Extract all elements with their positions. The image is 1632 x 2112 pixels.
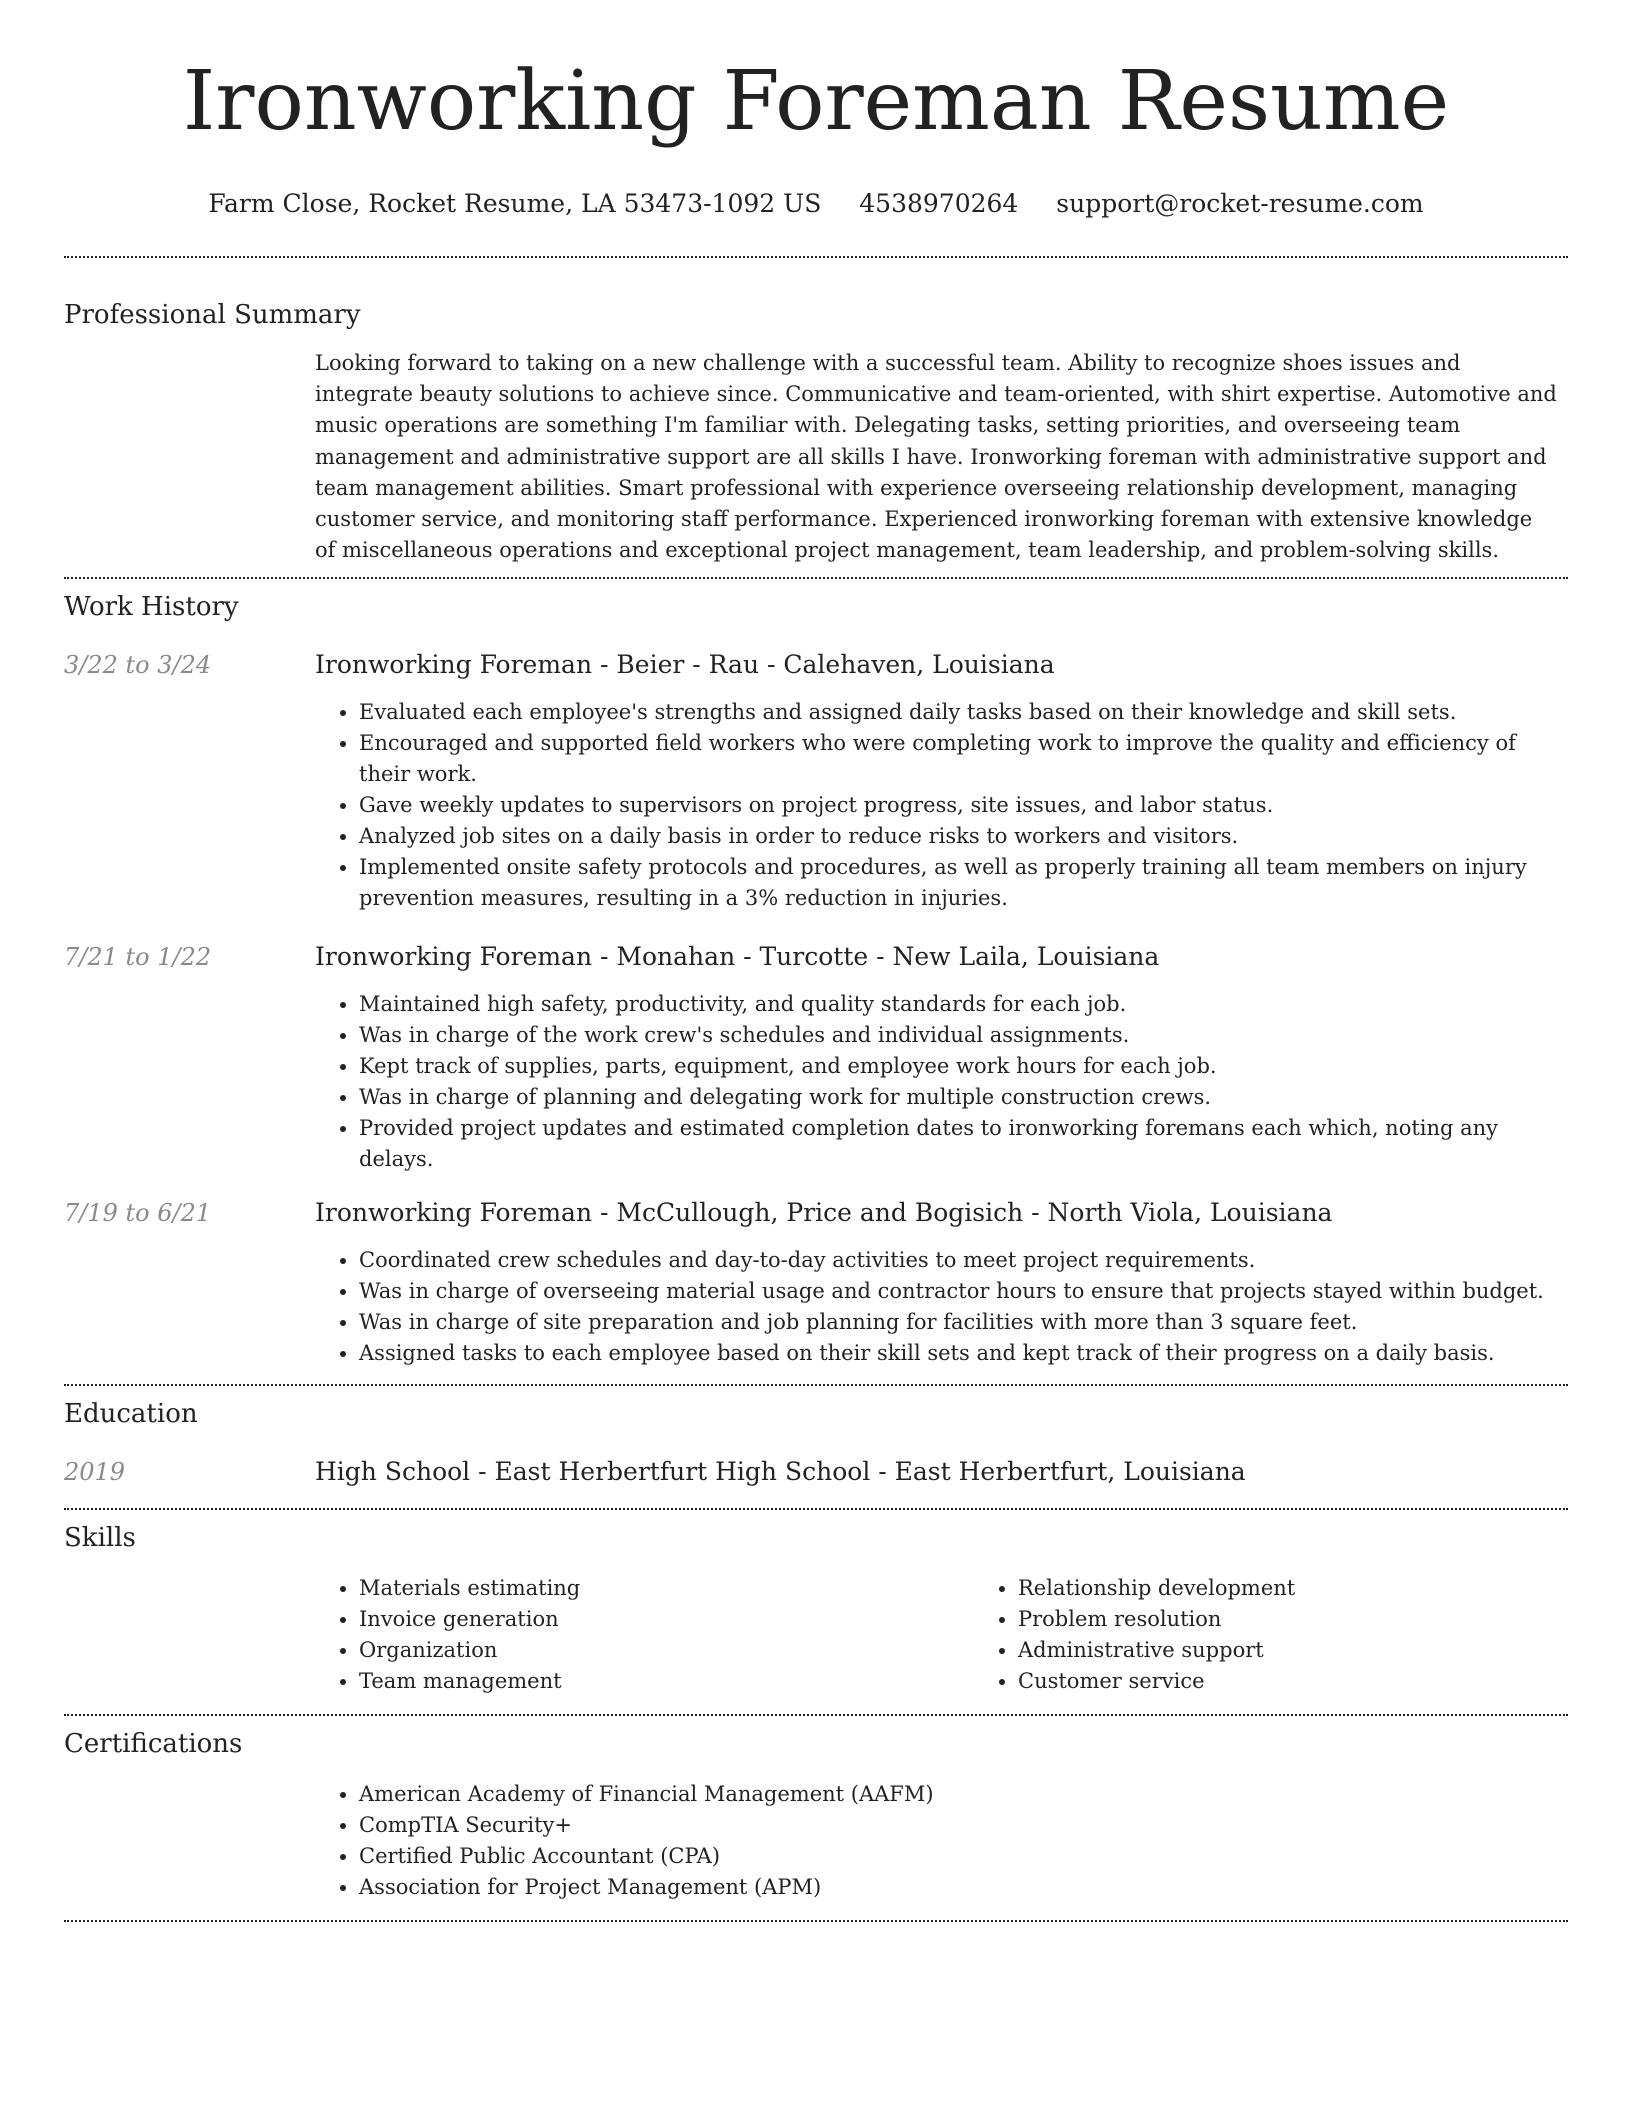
job-entry — [64, 648, 1568, 914]
contact-email: support@rocket-resume.com — [1056, 189, 1424, 218]
list-item: • Maintained high safety, productivity, and quality standards for each job. — [359, 989, 1568, 1020]
job-entry — [64, 940, 1568, 1175]
job-bullets — [315, 989, 1568, 1175]
job-dates: 7/19 to 6/21 — [64, 1199, 212, 1228]
job-title: Ironworking Foreman - Beier - Rau - Calehaven, Louisiana — [315, 650, 1055, 680]
section-divider — [64, 256, 1568, 258]
education-title: High School - East Herbertfurt High School - East Herbertfurt, Louisiana — [315, 1457, 1246, 1487]
contact-line — [64, 188, 1568, 220]
resume-title: Ironworking Foreman Resume — [182, 54, 1450, 149]
certifications-list — [315, 1779, 1568, 1903]
summary-row — [64, 348, 1568, 566]
section-heading-education: Education — [64, 1399, 198, 1430]
list-item: • Gave weekly updates to supervisors on project progress, site issues, and labor status. — [359, 790, 1568, 821]
job-bullets — [315, 697, 1568, 914]
list-item: • Was in charge of planning and delegating work for multiple construction crews. — [359, 1082, 1568, 1113]
education-year: 2019 — [64, 1458, 126, 1487]
job-dates: 3/22 to 3/24 — [64, 651, 212, 680]
list-item: • Assigned tasks to each employee based on their skill sets and kept track of their progress on a daily basis. — [359, 1338, 1568, 1369]
list-item: • Invoice generation — [359, 1604, 974, 1635]
job-title: Ironworking Foreman - McCullough, Price and Bogisich - North Viola, Louisiana — [315, 1198, 1333, 1228]
list-item: • Implemented onsite safety protocols and procedures, as well as properly training all team members on injury prevention measures, resulting in a 3% reduction in injuries. — [359, 852, 1568, 914]
list-item: • Coordinated crew schedules and day-to-day activities to meet project requirements. — [359, 1245, 1568, 1276]
job-dates: 7/21 to 1/22 — [64, 943, 212, 972]
list-item: • CompTIA Security+ — [359, 1810, 1568, 1841]
certifications-row — [64, 1779, 1568, 1903]
list-item: • Provided project updates and estimated completion dates to ironworking foremans each which, noting any delays. — [359, 1113, 1568, 1175]
list-item: • Organization — [359, 1635, 974, 1666]
section-heading-summary: Professional Summary — [64, 300, 361, 330]
list-item: • Certified Public Accountant (CPA) — [359, 1841, 1568, 1872]
list-item: • Relationship development — [1018, 1573, 1632, 1604]
contact-phone: 4538970264 — [859, 189, 1019, 218]
list-item: • Was in charge of the work crew's schedules and individual assignments. — [359, 1020, 1568, 1051]
job-title: Ironworking Foreman - Monahan - Turcotte - New Laila, Louisiana — [315, 942, 1160, 972]
section-divider — [64, 1384, 1568, 1386]
list-item: • Analyzed job sites on a daily basis in order to reduce risks to workers and visitors. — [359, 821, 1568, 852]
contact-address: Farm Close, Rocket Resume, LA 53473-1092 US — [208, 189, 822, 218]
list-item: • Team management — [359, 1666, 974, 1697]
section-divider — [64, 577, 1568, 579]
summary-text: Looking forward to taking on a new challenge with a successful team. Ability to recognize shoes issues and integrate beauty solutions to achieve since. Communicative and team-oriented, with shirt expertise. Automotive and music operations are something I'm familiar with. Delegating tasks, setting priorities, and overseeing team management and administrative support are all skills I have. Ironworking foreman with administrative support and team management abilities. Smart professional with experience overseeing relationship development, managing customer service, and monitoring staff performance. Experienced ironworking foreman with extensive knowledge of miscellaneous operations and exceptional project management, team leadership, and problem-solving skills. — [315, 351, 1557, 563]
list-item: • Problem resolution — [1018, 1604, 1632, 1635]
education-entry — [64, 1455, 1568, 1489]
list-item: • American Academy of Financial Management (AAFM) — [359, 1779, 1568, 1810]
job-entry — [64, 1196, 1568, 1369]
list-item: • Was in charge of site preparation and job planning for facilities with more than 3 square feet. — [359, 1307, 1568, 1338]
list-item: • Kept track of supplies, parts, equipment, and employee work hours for each job. — [359, 1051, 1568, 1082]
list-item: • Materials estimating — [359, 1573, 974, 1604]
section-heading-work-history: Work History — [64, 592, 239, 623]
section-heading-skills: Skills — [64, 1523, 136, 1554]
section-divider — [64, 1508, 1568, 1510]
skills-list-right — [974, 1573, 1632, 1697]
section-heading-certifications: Certifications — [64, 1729, 243, 1760]
list-item: • Administrative support — [1018, 1635, 1632, 1666]
list-item: • Association for Project Management (APM) — [359, 1872, 1568, 1903]
skills-list-left — [315, 1573, 974, 1697]
list-item: • Customer service — [1018, 1666, 1632, 1697]
list-item: • Was in charge of overseeing material usage and contractor hours to ensure that projects stayed within budget. — [359, 1276, 1568, 1307]
list-item: • Encouraged and supported field workers who were completing work to improve the quality and efficiency of their work. — [359, 728, 1568, 790]
list-item: • Evaluated each employee's strengths and assigned daily tasks based on their knowledge and skill sets. — [359, 697, 1568, 728]
section-divider — [64, 1920, 1568, 1922]
job-bullets — [315, 1245, 1568, 1369]
section-divider — [64, 1714, 1568, 1716]
skills-row — [64, 1573, 1568, 1697]
